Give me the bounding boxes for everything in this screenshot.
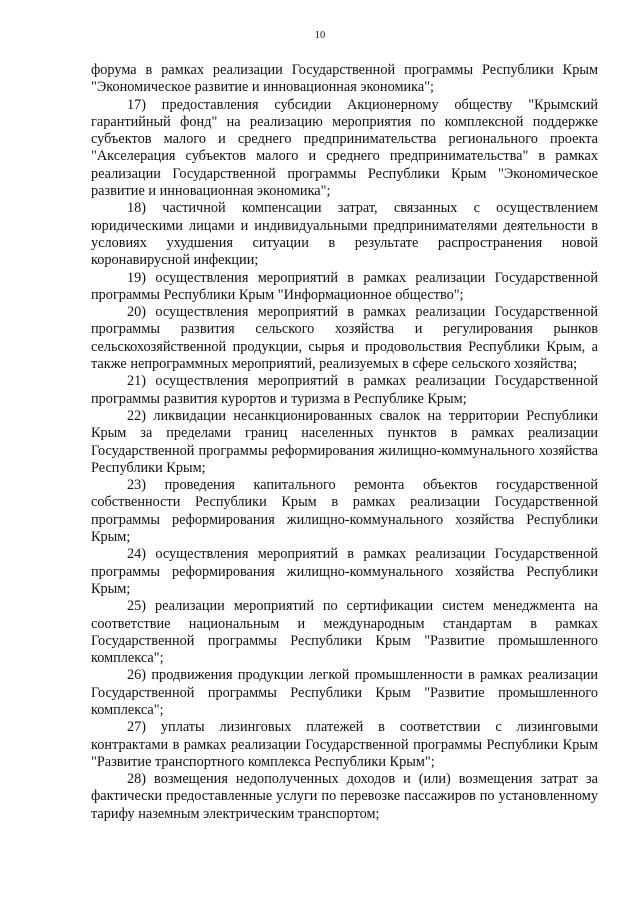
list-item-20: 20) осуществления мероприятий в рамках реализации Государственной программы развития сельского хозяйства и регулирования рынков сельскохозяйственной продукции, сырья и продовольствия Республики Крым, а также непрограммных мероприятий, реализуемых в сфере сельского хозяйства; xyxy=(91,304,598,373)
list-item-24: 24) осуществления мероприятий в рамках реализации Государственной программы реформирования жилищно-коммунального хозяйства Республики Крым; xyxy=(91,546,598,597)
list-item-27: 27) уплаты лизинговых платежей в соответствии с лизинговыми контрактами в рамках реализации Государственной программы Республики Крым "Развитие транспортного комплекса Республики Крым"; xyxy=(91,719,598,770)
list-item-28: 28) возмещения недополученных доходов и (или) возмещения затрат за фактически предоставленные услуги по перевозке пассажиров по установленному тарифу наземным электрическим транспортом; xyxy=(91,771,598,822)
document-body xyxy=(91,62,598,823)
list-item-22: 22) ликвидации несанкционированных свалок на территории Республики Крым за пределами границ населенных пунктов в рамках реализации Государственной программы реформирования жилищно-коммунального хозяйства Республики Крым; xyxy=(91,407,598,476)
list-item-19: 19) осуществления мероприятий в рамках реализации Государственной программы Республики Крым "Информационное общество"; xyxy=(91,269,598,303)
page-number: 10 xyxy=(314,30,326,41)
list-item-25: 25) реализации мероприятий по сертификации систем менеджмента на соответствие национальным и международным стандартам в рамках Государственной программы Республики Крым "Развитие промышленного комплекса"; xyxy=(91,598,598,667)
list-item-23: 23) проведения капитального ремонта объектов государственной собственности Республики Крым в рамках реализации Государственной программы реформирования жилищно-коммунального хозяйства Республики Крым; xyxy=(91,477,598,546)
list-item-21: 21) осуществления мероприятий в рамках реализации Государственной программы развития курортов и туризма в Республике Крым; xyxy=(91,373,598,407)
paragraph-continuation: форума в рамках реализации Государственной программы Республики Крым "Экономическое развитие и инновационная экономика"; xyxy=(91,62,598,96)
list-item-18: 18) частичной компенсации затрат, связанных с осуществлением юридическими лицами и индивидуальными предпринимателями деятельности в условиях ухудшения ситуации в результате распространения новой коронавирусной инфекции; xyxy=(91,200,598,269)
list-item-26: 26) продвижения продукции легкой промышленности в рамках реализации Государственной программы Республики Крым "Развитие промышленного комплекса"; xyxy=(91,667,598,718)
list-item-17: 17) предоставления субсидии Акционерному обществу "Крымский гарантийный фонд" на реализацию мероприятия по комплексной поддержке субъектов малого и среднего предпринимательства регионального проекта "Акселерация субъектов малого и среднего предпринимательства" в рамках реализации Государственной программы Республики Крым "Экономическое развитие и инновационная экономика"; xyxy=(91,96,598,200)
